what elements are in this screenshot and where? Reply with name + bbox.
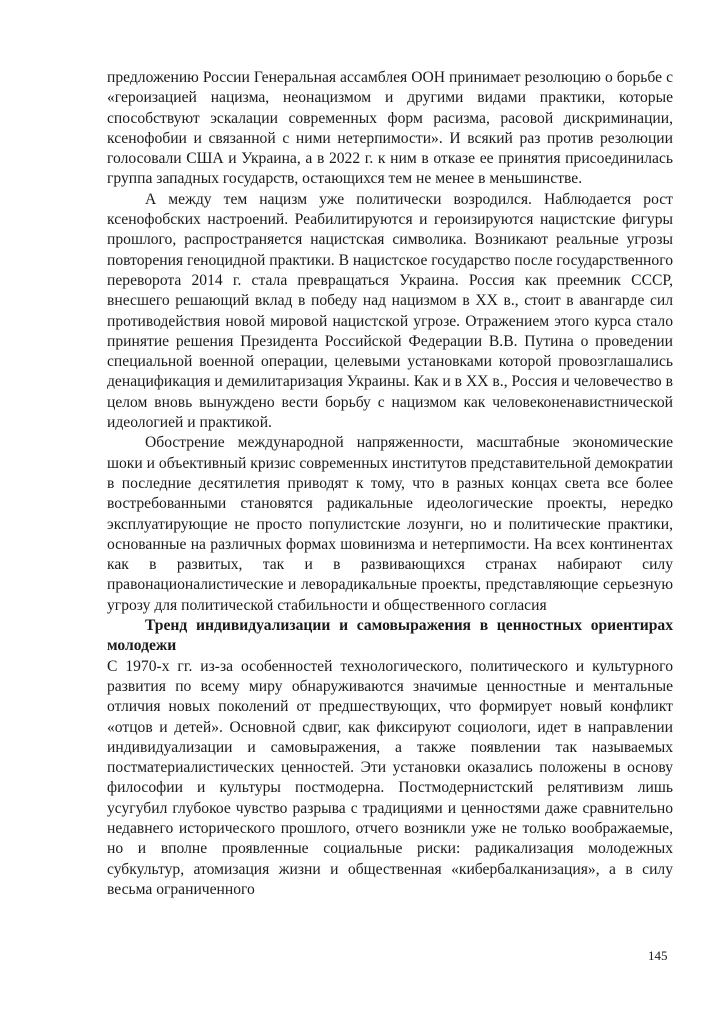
paragraph-international-tension: Обострение международной напряженности, масштабные экономические шоки и объективный кризис современных институтов представительной демократии в последние десятилетия приводят к тому, что в разных концах света все более востребованными становятся радикальные идеологические проекты, нередко эксплуатирующие не просто популистские лозунги, но и политические практики, основанные на различных формах шовинизма и нетерпимости. На всех континентах как в развитых, так и в развивающихся странах набирают силу правонационалистические и леворадикальные проекты, представляющие серьезную угрозу для политической стабильности и общественного согласия <box>107 434 673 614</box>
paragraph-youth-values: С 1970-х гг. из-за особенностей технологического, политического и культурного развития по всему миру обнаруживаются значимые ценностные и ментальные отличия новых поколений от предшествующих, что формирует новый конфликт «отцов и детей». Основной сдвиг, как фиксируют социологи, идет в направлении индивидуализации и самовыражения, а также появлении так называемых постматериалистических ценностей. Эти установки оказались положены в основу философии и культуры постмодерна. Постмодернистский релятивизм лишь усугубил глубокое чувство разрыва с традициями и ценностями даже сравнительно недавнего исторического прошлого, отчего возникли уже не только воображаемые, но и вполне проявленные социальные риски: радикализация молодежных субкультур, атомизация жизни и общественная «кибербалканизация», а в силу весьма ограниченного <box>107 657 673 898</box>
paragraph-nazism-revival: А между тем нацизм уже политически возродился. Наблюдается рост ксенофобских настроений. Реабилитируются и героизируются нацистские фигуры прошлого, распространяется нацистская символика. Возникают реальные угрозы повторения геноцидной практики. В нацистское государство после государственного переворота 2014 г. стала превращаться Украина. Россия как преемник СССР, внесшего решающий вклад в победу над нацизмом в XX в., стоит в авангарде сил противодействия новой мировой нацистской угрозе. Отражением этого курса стало принятие решения Президента Российской Федерации В.В. Путина о проведении специальной военной операции, целевыми установками которой провозглашались денацификация и демилитаризация Украины. Как и в XX в., Россия и человечество в целом вновь вынуждено вести борьбу с нацизмом как человеконенавистнической идеологией и практикой. <box>107 190 673 432</box>
body-text <box>107 68 673 900</box>
section-heading: Тренд индивидуализации и самовыражения в ценностных ориентирах молодежи <box>107 617 673 655</box>
page-number: 145 <box>648 948 668 963</box>
paragraph-continuation: предложению России Генеральная ассамблея ООН принимает резолюцию о борьбе с «героизацией нацизма, неонацизмом и другими видами практики, которые способствуют эскалации современных форм расизма, расовой дискриминации, ксенофобии и связанной с ними нетерпимости». И всякий раз против резолюции голосовали США и Украина, а в 2022 г. к ним в отказе ее принятия присоединилась группа западных государств, остающихся тем не менее в меньшинстве. <box>107 69 673 188</box>
